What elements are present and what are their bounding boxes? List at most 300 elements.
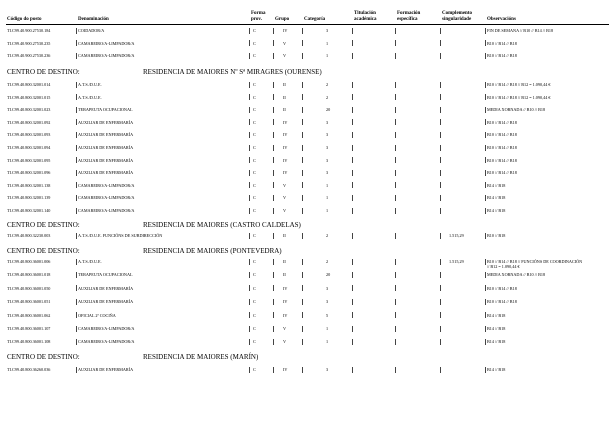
column-divider — [76, 53, 77, 59]
column-divider — [485, 170, 486, 176]
row-code: TI.C99.40.800.36001.006 — [7, 259, 51, 264]
column-divider — [249, 157, 250, 163]
row-group: IV — [283, 28, 288, 33]
column-divider — [273, 285, 274, 291]
column-divider — [440, 208, 441, 214]
row-code: TI.C99.40.800.36001.107 — [7, 326, 51, 331]
column-divider — [76, 195, 77, 201]
row-denomination: OFICIAL 2ª COCIÑA — [78, 312, 116, 318]
column-divider — [395, 182, 396, 188]
row-category: 3 — [326, 119, 329, 125]
table-row — [0, 312, 615, 319]
column-divider — [440, 182, 441, 188]
header-formacion-line2: específica — [397, 17, 418, 22]
row-forma: C — [253, 326, 256, 331]
row-observations: B10 // B14 // B18 — [487, 145, 517, 150]
column-divider — [395, 326, 396, 332]
column-divider — [440, 40, 441, 46]
row-code: TI.C99.40.800.32001.093 — [7, 132, 51, 138]
column-divider — [395, 195, 396, 201]
column-divider — [302, 285, 303, 291]
row-code: TI.C99.40.800.36001.062 — [7, 312, 51, 318]
column-divider — [395, 170, 396, 176]
column-divider — [352, 367, 353, 373]
column-divider — [440, 28, 441, 34]
row-category: 1 — [326, 53, 329, 59]
column-divider — [302, 208, 303, 214]
column-divider — [485, 132, 486, 138]
section-name: RESIDENCIA DE MAIORES (CASTRO CALDELAS) — [143, 221, 301, 229]
row-group: IV — [283, 145, 288, 150]
row-observations: B14 // B18 — [487, 312, 506, 318]
column-divider — [352, 132, 353, 138]
header-rule — [6, 24, 609, 25]
header-forma-line1: Forma — [251, 11, 266, 16]
column-divider — [249, 259, 250, 265]
column-divider — [485, 40, 486, 46]
column-divider — [76, 157, 77, 163]
row-category: 1 — [326, 208, 329, 213]
column-divider — [273, 299, 274, 305]
row-denomination: CAMAREIRO/A-LIMPADOR/A — [78, 195, 135, 201]
column-divider — [273, 326, 274, 332]
row-group: IV — [283, 157, 288, 163]
table-row — [0, 81, 615, 88]
table-row — [0, 52, 615, 59]
column-divider — [395, 259, 396, 265]
row-category: 3 — [326, 132, 329, 138]
row-denomination: AUXILIAR DE ENFERMARÍA — [78, 285, 134, 291]
row-forma: C — [253, 82, 256, 87]
row-denomination: COIDADOR/A — [78, 28, 105, 33]
column-divider — [273, 312, 274, 318]
row-observations: B10 // B14 // B18 — [487, 170, 517, 176]
table-row — [0, 119, 615, 126]
column-divider — [273, 40, 274, 46]
column-divider — [440, 272, 441, 278]
column-divider — [352, 82, 353, 88]
section-label: CENTRO DE DESTINO: — [7, 247, 80, 255]
header-titulacion-line1: Titulación — [354, 11, 376, 16]
column-divider — [76, 40, 77, 46]
column-divider — [440, 170, 441, 176]
column-divider — [302, 312, 303, 318]
column-divider — [76, 299, 77, 305]
row-group: II — [283, 233, 286, 238]
column-divider — [249, 40, 250, 46]
column-divider — [76, 28, 77, 34]
column-divider — [302, 326, 303, 332]
row-forma: C — [253, 233, 256, 238]
column-divider — [302, 259, 303, 265]
column-divider — [352, 259, 353, 265]
column-divider — [302, 170, 303, 176]
column-divider — [440, 326, 441, 332]
column-divider — [440, 132, 441, 138]
column-divider — [352, 195, 353, 201]
column-divider — [485, 312, 486, 318]
row-code: TI.C99.40.900.27530.236 — [7, 53, 51, 59]
row-category: 1 — [326, 182, 329, 188]
column-divider — [485, 53, 486, 59]
column-divider — [249, 28, 250, 34]
row-denomination: AUXILIAR DE ENFERMARÍA — [78, 157, 134, 163]
table-row — [0, 194, 615, 201]
column-divider — [273, 259, 274, 265]
table-row — [0, 157, 615, 164]
column-divider — [395, 107, 396, 113]
column-divider — [249, 339, 250, 345]
column-divider — [273, 367, 274, 373]
section-label: CENTRO DE DESTINO: — [7, 353, 80, 361]
column-divider — [440, 82, 441, 88]
column-divider — [485, 182, 486, 188]
header-formacion-line1: Formación — [397, 11, 421, 16]
column-divider — [395, 339, 396, 345]
column-divider — [395, 299, 396, 305]
column-divider — [485, 119, 486, 125]
column-divider — [249, 94, 250, 100]
row-group: V — [283, 53, 287, 59]
column-divider — [440, 233, 441, 239]
column-divider — [395, 94, 396, 100]
column-divider — [395, 208, 396, 214]
row-group: II — [283, 82, 286, 87]
row-code: TI.C99.40.800.32001.139 — [7, 195, 51, 201]
column-divider — [395, 312, 396, 318]
header-denomination: Denominación — [78, 17, 109, 22]
table-row — [0, 271, 615, 278]
column-divider — [302, 82, 303, 88]
column-divider — [273, 182, 274, 188]
row-category: 3 — [326, 28, 329, 33]
table-row — [0, 106, 615, 113]
column-divider — [249, 208, 250, 214]
header-observations: Observacións — [487, 17, 516, 22]
row-forma: C — [253, 367, 256, 372]
column-divider — [485, 259, 486, 265]
row-denomination: AUXILIAR DE ENFERMARÍA — [78, 299, 134, 305]
column-divider — [76, 272, 77, 278]
column-divider — [273, 233, 274, 239]
row-forma: C — [253, 285, 256, 291]
column-divider — [76, 233, 77, 239]
column-divider — [273, 195, 274, 201]
row-group: II — [283, 272, 286, 278]
column-divider — [352, 28, 353, 34]
row-code: TI.C99.40.800.36260.036 — [7, 367, 51, 372]
column-divider — [485, 326, 486, 332]
row-category: 3 — [326, 157, 329, 163]
column-divider — [395, 285, 396, 291]
row-observations: B10 // B14 // B18 — [487, 299, 517, 305]
row-observations: B10 // B18 — [487, 233, 506, 238]
row-observations-continued: // B12 = 1.090,44 € — [487, 264, 520, 269]
row-denomination: CAMAREIRO/A-LIMPADOR/A — [78, 208, 135, 213]
column-divider — [249, 312, 250, 318]
column-divider — [76, 326, 77, 332]
column-divider — [249, 272, 250, 278]
row-forma: C — [253, 170, 256, 176]
column-divider — [76, 339, 77, 345]
row-denomination: CAMAREIRO/A-LIMPADOR/A — [78, 182, 135, 188]
header-complemento-line1: Complemento — [442, 11, 472, 16]
row-forma: C — [253, 208, 256, 213]
row-category: 20 — [326, 272, 331, 278]
column-divider — [273, 132, 274, 138]
column-divider — [352, 170, 353, 176]
column-divider — [302, 233, 303, 239]
row-code: TI.C99.40.800.32001.095 — [7, 157, 51, 163]
row-denomination: AUXILIAR DE ENFERMARÍA — [78, 367, 134, 372]
column-divider — [440, 195, 441, 201]
row-code: TI.C99.40.800.36001.050 — [7, 285, 51, 291]
row-group: IV — [283, 285, 288, 291]
header-titulacion-line2: académica — [354, 17, 377, 22]
row-denomination: CAMAREIRO/A-LIMPADOR/A — [78, 53, 135, 59]
header-category: Categoría — [304, 17, 326, 22]
column-divider — [76, 119, 77, 125]
column-divider — [76, 82, 77, 88]
column-divider — [352, 339, 353, 345]
row-observations: B10 // B14 // B18 — [487, 119, 517, 125]
column-divider — [395, 119, 396, 125]
column-divider — [352, 312, 353, 318]
column-divider — [440, 299, 441, 305]
row-category: 3 — [326, 145, 329, 150]
column-divider — [76, 208, 77, 214]
column-divider — [352, 208, 353, 214]
row-forma: C — [253, 94, 256, 100]
row-forma: C — [253, 339, 256, 345]
row-group: V — [283, 339, 287, 345]
row-code: TI.C99.40.800.36001.018 — [7, 272, 51, 278]
column-divider — [485, 28, 486, 34]
row-code: TI.C99.40.800.32001.140 — [7, 208, 51, 213]
column-divider — [273, 82, 274, 88]
column-divider — [302, 299, 303, 305]
row-category: 1 — [326, 195, 329, 201]
column-divider — [485, 285, 486, 291]
column-divider — [249, 367, 250, 373]
column-divider — [76, 132, 77, 138]
column-divider — [352, 119, 353, 125]
column-divider — [273, 119, 274, 125]
column-divider — [76, 94, 77, 100]
header-group: Grupo — [275, 17, 290, 22]
column-divider — [302, 339, 303, 345]
row-forma: C — [253, 157, 256, 163]
row-group: IV — [283, 367, 288, 372]
column-divider — [440, 285, 441, 291]
table-row — [0, 94, 615, 101]
column-divider — [273, 145, 274, 151]
row-code: TI.C99.40.800.32001.138 — [7, 182, 51, 188]
column-divider — [485, 208, 486, 214]
row-group: V — [283, 208, 287, 213]
row-group: IV — [283, 299, 288, 305]
table-row — [0, 27, 615, 34]
column-divider — [485, 195, 486, 201]
row-code: TI.C99.40.800.32001.014 — [7, 82, 51, 87]
row-forma: C — [253, 132, 256, 138]
row-code: TI.C99.40.800.36001.051 — [7, 299, 51, 305]
column-divider — [273, 208, 274, 214]
column-divider — [352, 285, 353, 291]
table-row — [0, 338, 615, 345]
row-denomination: CAMAREIRO/A-LIMPADOR/A — [78, 339, 135, 345]
row-category: 1 — [326, 40, 329, 46]
column-divider — [352, 40, 353, 46]
column-divider — [440, 53, 441, 59]
column-divider — [76, 285, 77, 291]
column-divider — [273, 339, 274, 345]
table-row — [0, 366, 615, 373]
row-code: TI.C99.40.800.32001.015 — [7, 94, 51, 100]
header-code: Código do posto — [7, 17, 42, 22]
column-divider — [76, 107, 77, 113]
row-denomination: CAMAREIRO/A-LIMPADOR/A — [78, 40, 135, 46]
row-denomination: A.T.S./D.U.E. — [78, 259, 102, 264]
row-observations: MEDIA XORNADA // B10 // B18 — [487, 107, 546, 113]
row-complement: 1.515,29 — [449, 233, 464, 238]
row-category: 3 — [326, 367, 329, 372]
row-code: TI.C99.40.800.36001.108 — [7, 339, 51, 345]
row-observations: B10 // B14 // B18 — [487, 157, 517, 163]
header-complemento-line2: singularidade — [442, 17, 472, 22]
row-group: V — [283, 182, 287, 188]
column-divider — [302, 132, 303, 138]
column-divider — [76, 182, 77, 188]
row-group: IV — [283, 170, 288, 176]
column-divider — [302, 272, 303, 278]
column-divider — [249, 182, 250, 188]
column-divider — [440, 119, 441, 125]
row-observations: B10 // B14 // B18 — [487, 40, 517, 46]
column-divider — [273, 107, 274, 113]
row-group: II — [283, 94, 286, 100]
row-observations: B10 // B14 // B18 // B12 = 1.090,44 € — [487, 94, 551, 100]
row-observations: B14 // B18 — [487, 195, 506, 201]
row-code: TI.C99.40.800.32230.003 — [7, 233, 51, 238]
row-denomination: A.T.S./D.U.E. — [78, 82, 102, 87]
row-code: TI.C99.40.900.27530.235 — [7, 40, 51, 46]
table-row — [0, 207, 615, 214]
column-divider — [273, 94, 274, 100]
column-divider — [302, 107, 303, 113]
section-name: RESIDENCIA DE MAIORES (MARÍN) — [143, 353, 259, 361]
column-divider — [440, 339, 441, 345]
column-divider — [440, 259, 441, 265]
row-forma: C — [253, 145, 256, 150]
column-divider — [249, 170, 250, 176]
column-divider — [485, 157, 486, 163]
column-divider — [395, 272, 396, 278]
row-observations: B10 // B14 // B18 // B12 = 1.090,44 € — [487, 82, 551, 87]
row-forma: C — [253, 107, 256, 113]
column-divider — [76, 312, 77, 318]
column-divider — [273, 170, 274, 176]
table-row — [0, 325, 615, 332]
column-divider — [249, 299, 250, 305]
column-divider — [302, 94, 303, 100]
section-label: CENTRO DE DESTINO: — [7, 68, 80, 76]
row-forma: C — [253, 182, 256, 188]
column-divider — [485, 82, 486, 88]
column-divider — [302, 157, 303, 163]
table-row — [0, 169, 615, 176]
column-divider — [273, 272, 274, 278]
column-divider — [76, 367, 77, 373]
column-divider — [440, 145, 441, 151]
column-divider — [302, 367, 303, 373]
row-forma: C — [253, 40, 256, 46]
column-divider — [249, 82, 250, 88]
section-label: CENTRO DE DESTINO: — [7, 221, 80, 229]
row-denomination: AUXILIAR DE ENFERMARÍA — [78, 145, 134, 150]
column-divider — [76, 259, 77, 265]
row-observations: B14 // B18 — [487, 326, 506, 331]
row-group: IV — [283, 119, 288, 125]
row-observations: B10 // B14 // B18 // FUNCIÓNS DE COORDINACIÓN — [487, 259, 583, 264]
row-observations: B14 // B18 — [487, 339, 506, 345]
row-forma: C — [253, 272, 256, 278]
row-code: TI.C99.40.800.32001.023 — [7, 107, 51, 113]
column-divider — [440, 367, 441, 373]
column-divider — [485, 94, 486, 100]
column-divider — [352, 182, 353, 188]
row-category: 3 — [326, 285, 329, 291]
row-group: IV — [283, 132, 288, 138]
column-divider — [352, 53, 353, 59]
column-divider — [352, 233, 353, 239]
row-denomination: CAMAREIRO/A-LIMPADOR/A — [78, 326, 135, 331]
row-category: 1 — [326, 326, 329, 331]
column-divider — [395, 132, 396, 138]
row-denomination: AUXILIAR DE ENFERMARÍA — [78, 132, 134, 138]
table-row — [0, 232, 615, 239]
row-code: TI.C99.40.800.32001.092 — [7, 119, 51, 125]
row-observations: MEDIA XORNADA // B10 // B18 — [487, 272, 546, 278]
column-divider — [352, 107, 353, 113]
row-observations: FIN DE SEMANA // B10 // B14 // B18 — [487, 28, 554, 33]
column-divider — [395, 82, 396, 88]
column-divider — [249, 145, 250, 151]
row-forma: C — [253, 53, 256, 59]
section-name: RESIDENCIA DE MAIORES Nº Sª MIRAGRES (OURENSE) — [143, 68, 322, 76]
row-category: 5 — [326, 312, 329, 318]
row-category: 1 — [326, 339, 329, 345]
column-divider — [395, 145, 396, 151]
row-observations: B10 // B14 // B18 — [487, 53, 517, 59]
row-denomination: A.T.S./D.U.E. — [78, 94, 102, 100]
column-divider — [395, 157, 396, 163]
column-divider — [395, 367, 396, 373]
column-divider — [302, 40, 303, 46]
row-category: 3 — [326, 299, 329, 305]
column-divider — [273, 53, 274, 59]
row-forma: C — [253, 119, 256, 125]
column-divider — [485, 233, 486, 239]
column-divider — [485, 339, 486, 345]
column-divider — [352, 145, 353, 151]
table-row — [0, 40, 615, 47]
row-observations: B14 // B18 — [487, 367, 506, 372]
table-row — [0, 285, 615, 292]
row-group: IV — [283, 312, 288, 318]
column-divider — [352, 94, 353, 100]
column-divider — [302, 53, 303, 59]
